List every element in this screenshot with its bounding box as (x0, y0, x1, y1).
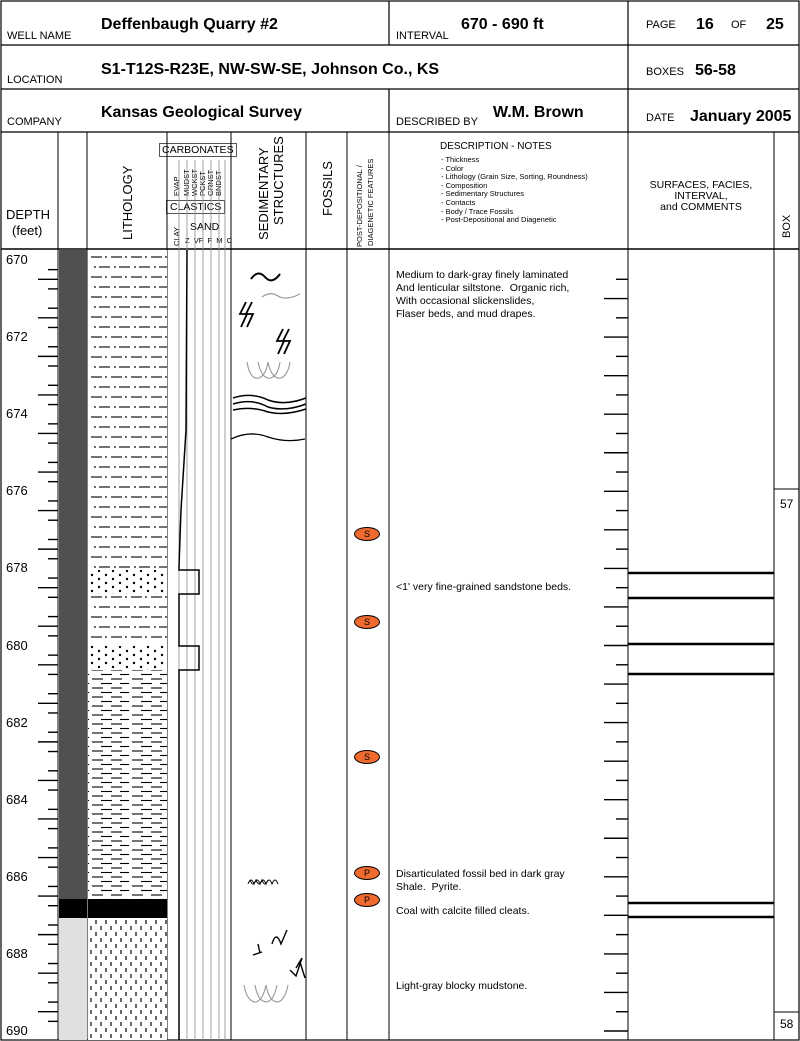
well-name-label: WELL NAME (7, 30, 72, 42)
color-column-dark-gray (59, 250, 87, 899)
depth-label: 676 (6, 483, 28, 499)
pyrite-marker: P (354, 866, 380, 880)
page-label: PAGE (646, 19, 676, 31)
coal-bed (88, 899, 167, 918)
desc-item: - Lithology (Grain Size, Sorting, Roundness) (441, 173, 588, 182)
fossil-fragments-symbol (250, 880, 268, 884)
depth-label: 688 (6, 945, 28, 961)
color-column-light-gray (59, 918, 87, 1040)
lens-symbol (231, 434, 305, 441)
depth-label: 686 (6, 868, 28, 884)
date-label: DATE (646, 112, 675, 124)
depth-label: 690 (6, 1023, 28, 1038)
surface-lines (628, 573, 774, 917)
pyrite-marker: P (354, 893, 380, 907)
sandstone-bed (88, 570, 167, 594)
grain-size-profile (179, 250, 199, 1040)
siderite-marker: S (354, 615, 380, 629)
company: Kansas Geological Survey (101, 104, 302, 121)
depth-label: 674 (6, 406, 28, 422)
carb-bndst-label: BNDST (214, 170, 223, 196)
surfaces-label-line: and COMMENTS (660, 201, 742, 213)
described-by-label: DESCRIBED BY (396, 116, 478, 128)
box-separators (774, 489, 799, 1012)
mud-drape-symbol (247, 362, 290, 378)
sedimentary-structures (231, 273, 306, 1002)
desc-item: - Thickness (441, 156, 588, 165)
location: S1-T12S-R23E, NW-SW-SE, Johnson Co., KS (101, 61, 440, 78)
carbonates-label: CARBONATES (159, 143, 237, 157)
description-checklist (441, 156, 588, 225)
sandstone-bed (88, 646, 167, 670)
sed-structures-label-2: STRUCTURES (271, 136, 286, 225)
depth-unit-label: (feet) (12, 223, 43, 238)
description-note: <1' very fine-grained sandstone beds. (396, 581, 572, 593)
page-of-label: OF (731, 19, 747, 31)
flaser-bedding-symbol (233, 395, 306, 413)
lithology-column-label: LITHOLOGY (120, 165, 135, 240)
siderite-marker: S (354, 750, 380, 764)
surfaces-label-line: INTERVAL, (674, 190, 728, 202)
description-note: Coal with calcite filled cleats. (396, 905, 530, 917)
root-trace-symbol (290, 958, 305, 978)
depth-label: 672 (6, 329, 28, 345)
desc-item: - Post-Depositional and Diagenetic (441, 216, 588, 225)
clastics-label: CLASTICS (166, 200, 225, 214)
root-trace-symbol (253, 930, 287, 955)
depth-label: 682 (6, 714, 28, 730)
carb-grnst-label: GRNST (206, 169, 215, 196)
box-number: 57 (780, 496, 794, 511)
carb-wckst-label: WCKST (190, 168, 199, 196)
desc-item: - Body / Trace Fossils (441, 208, 588, 217)
described-by: W.M. Brown (493, 104, 584, 121)
depth-label: 680 (6, 637, 28, 653)
post-dep-label-1: POST-DEPOSITIONAL / (355, 165, 364, 247)
page-total: 25 (766, 16, 784, 33)
box-column-label: BOX (781, 214, 793, 238)
date-value: January 2005 (690, 108, 792, 125)
well-name: Deffenbaugh Quarry #2 (101, 16, 278, 33)
company-label: COMPANY (7, 116, 62, 128)
clay-label: CLAY (172, 226, 181, 246)
slickenside-symbol (240, 302, 253, 327)
wavy-lamination-symbol (262, 294, 300, 298)
desc-item: - Sedimentary Structures (441, 190, 588, 199)
post-dep-label-2: DIAGENETIC FEATURES (366, 158, 375, 246)
fossils-column-label: FOSSILS (320, 161, 335, 216)
sed-structures-label-1: SEDIMENTARY (256, 147, 271, 240)
boxes-value: 56-58 (695, 62, 736, 79)
fossil-fragments-symbol (248, 880, 278, 884)
description-note: Medium to dark-gray finely laminated And lenticular siltstone. Organic rich, With occasional slickenslides, Flaser beds, and mud drapes. (396, 269, 570, 320)
desc-item: - Color (441, 165, 588, 174)
depth-label: 670 (6, 252, 28, 267)
box-number: 58 (780, 1017, 794, 1032)
desc-item: - Composition (441, 182, 588, 191)
surfaces-label-line: SURFACES, FACIES, (649, 179, 753, 191)
shale-bed (88, 670, 167, 899)
location-label: LOCATION (7, 74, 63, 86)
depth-column-label: DEPTH (6, 207, 51, 222)
sand-label: SAND (190, 221, 220, 233)
depth-label: 684 (6, 791, 28, 807)
slickenside-symbol (277, 329, 290, 354)
depth-ticks (38, 270, 58, 1022)
boxes-label: BOXES (646, 66, 684, 78)
mud-drape-symbol (244, 985, 288, 1002)
siltstone-bed (88, 250, 167, 570)
depth-label: 678 (6, 560, 28, 576)
grain-size-labels: Z VF F M C (185, 236, 233, 245)
description-note: Disarticulated fossil bed in dark gray Shale. Pyrite. (396, 868, 565, 893)
lithology-column (88, 250, 167, 1040)
page-number: 16 (696, 16, 714, 33)
siltstone-bed (88, 594, 167, 646)
mudstone-bed (88, 918, 167, 1040)
color-column-black (59, 899, 87, 918)
description-title: DESCRIPTION - NOTES (440, 141, 552, 152)
desc-item: - Contacts (441, 199, 588, 208)
lenticular-bedding-symbol (251, 273, 280, 280)
carb-mudst-label: MUDST (182, 169, 191, 196)
surfaces-column-label (628, 180, 774, 213)
interval-label: INTERVAL (396, 30, 449, 42)
siderite-marker: S (354, 527, 380, 541)
description-note: Light-gray blocky mudstone. (396, 980, 528, 992)
carb-evap-label: EVAP (172, 176, 181, 196)
interval-value: 670 - 690 ft (461, 16, 544, 33)
description-ticks (604, 279, 628, 1031)
carb-pckst-label: PCKST (198, 170, 207, 196)
